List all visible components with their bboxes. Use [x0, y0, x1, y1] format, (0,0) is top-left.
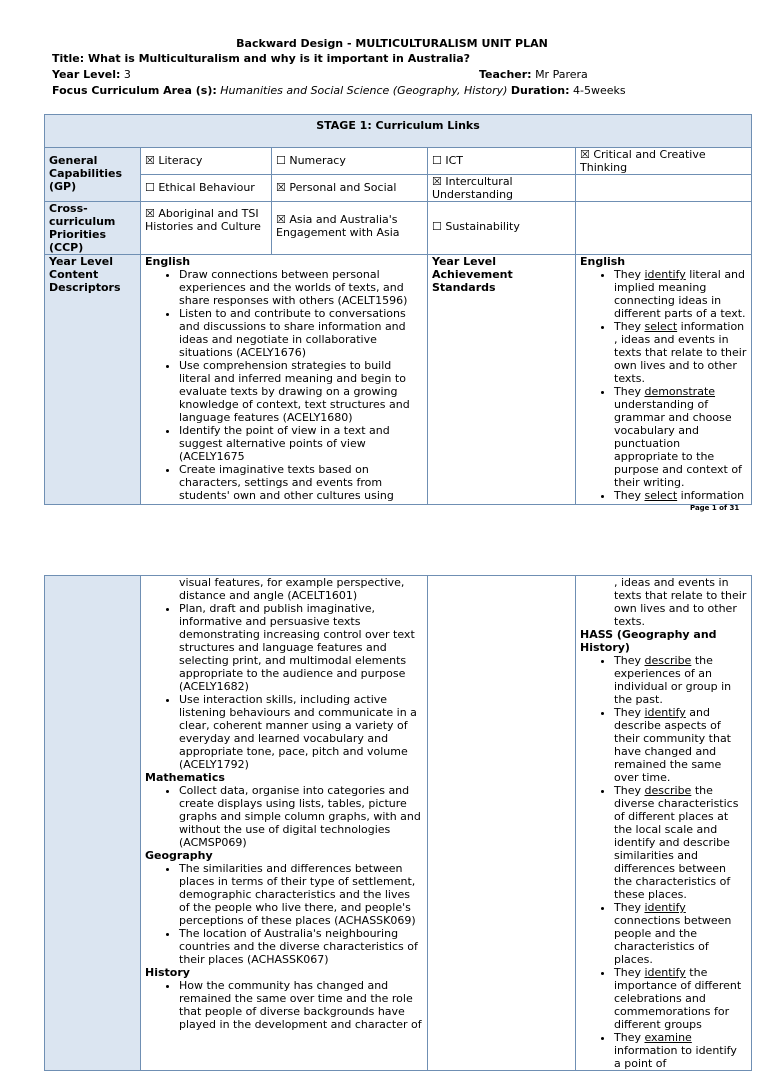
gp-ict[interactable]: ☐ ICT — [428, 148, 576, 175]
gp-intercultural[interactable]: ☒ Intercultural Understanding — [428, 175, 576, 202]
list-item: • They select information , ideas and events in texts that relate to their own lives and to other texts. — [614, 320, 747, 385]
geography-descriptor-list — [145, 862, 423, 966]
list-item: • Plan, draft and publish imaginative, informative and persuasive texts demonstrating increasing control over text structures and language features and selecting print, and multimodal elements appropriate to the audience and purpose (ACELY1682) — [179, 602, 423, 693]
list-item: • Draw connections between personal experiences and the worlds of texts, and share responses with others (ACELT1596) — [179, 268, 423, 307]
list-item: • They identify connections between people and the characteristics of places. — [614, 901, 747, 966]
gp-numeracy[interactable]: ☐ Numeracy — [272, 148, 428, 175]
list-item: • Create imaginative texts based on characters, settings and events from students' own and other cultures using — [179, 463, 423, 502]
list-item: • They describe the diverse characteristics of different places at the local scale and identify and describe similarities and differences between the characteristics of these places. — [614, 784, 747, 901]
focus-value: Humanities and Social Science (Geography, History) — [220, 84, 508, 97]
curriculum-table-continued — [44, 575, 752, 1071]
achievement-english-heading: English — [580, 255, 626, 268]
continued-descriptor: visual features, for example perspective, distance and angle (ACELT1601) — [179, 576, 405, 602]
year-level-label: Year Level: — [52, 68, 121, 81]
gp-literacy[interactable]: ☒ Literacy — [141, 148, 272, 175]
curriculum-table — [44, 114, 752, 505]
ccp-empty-cell — [576, 202, 752, 255]
content-descriptors-continued — [141, 576, 428, 1071]
list-item: • The similarities and differences between places in terms of their type of settlement, demographic characteristics and the lives of the people who live there, and people's perceptions of these places (ACHASSK069) — [179, 862, 423, 927]
gp-empty-cell — [576, 175, 752, 202]
list-item: • They examine information to identify a point of — [614, 1031, 747, 1070]
list-item: • They demonstrate understanding of grammar and choose vocabulary and punctuation appropriate to the purpose and context of their writing. — [614, 385, 747, 489]
list-item: • They identify literal and implied meaning connecting ideas in different parts of a text. — [614, 268, 747, 320]
year-level-value: 3 — [123, 68, 131, 81]
list-item: • The location of Australia's neighbouring countries and the diverse characteristics of their places (ACHASSK067) — [179, 927, 423, 966]
english-heading: English — [145, 255, 191, 268]
list-item: • Identify the point of view in a text and suggest alternative points of view (ACELY1675 — [179, 424, 423, 463]
teacher-label: Teacher: — [479, 68, 532, 81]
hass-heading: HASS (Geography and History) — [580, 628, 717, 654]
achievement-standards-label: Year Level Achievement Standards — [428, 255, 576, 505]
focus-row — [52, 83, 732, 99]
list-item: • Use comprehension strategies to build literal and inferred meaning and begin to evaluate texts by drawing on a growing knowledge of context, text structures and language features (ACELY1680) — [179, 359, 423, 424]
content-descriptors-label: Year Level Content Descriptors — [45, 255, 141, 505]
gp-label: General Capabilities (GP) — [45, 148, 141, 202]
teacher-value: Mr Parera — [535, 68, 588, 81]
document-title: Backward Design - MULTICULTURALISM UNIT PLAN — [236, 37, 548, 50]
achievement-english-list — [580, 268, 747, 502]
duration-label: Duration: — [510, 84, 570, 97]
stage-title: STAGE 1: Curriculum Links — [45, 115, 752, 148]
unit-title: Title: What is Multiculturalism and why is it important in Australia? — [52, 52, 471, 65]
focus-label: Focus Curriculum Area (s): — [52, 84, 217, 97]
hass-achievement-list — [580, 654, 747, 1070]
history-heading: History — [145, 966, 190, 979]
achievement-label-continued — [428, 576, 576, 1071]
list-item: • Use interaction skills, including active listening behaviours and communicate in a clear, coherent manner using a variety of everyday and learned vocabulary and appropriate tone, pace, pitch and volume (ACELY1792) — [179, 693, 423, 771]
page-number: Page 1 of 31 — [690, 504, 740, 512]
geography-heading: Geography — [145, 849, 213, 862]
list-item: • How the community has changed and remained the same over time and the role that people of diverse backgrounds have played in the development and character of — [179, 979, 423, 1031]
math-heading: Mathematics — [145, 771, 225, 784]
achievement-standards-cell — [576, 255, 752, 505]
ccp-aboriginal[interactable]: ☒ Aboriginal and TSI Histories and Culture — [141, 202, 272, 255]
list-item: • They identify the importance of different celebrations and commemorations for different groups — [614, 966, 747, 1031]
english-descriptor-list-2 — [145, 602, 423, 771]
teacher-field — [479, 67, 588, 83]
math-descriptor-list — [145, 784, 423, 849]
list-item: • Collect data, organise into categories and create displays using lists, tables, picture graphs and simple column graphs, with and without the use of digital technologies (ACMSP069) — [179, 784, 423, 849]
history-descriptor-list — [145, 979, 423, 1031]
continued-achievement: , ideas and events in texts that relate to their own lives and to other texts. — [614, 576, 747, 628]
ccp-label: Cross-curriculum Priorities (CCP) — [45, 202, 141, 255]
list-item: • They identify and describe aspects of their community that have changed and remained the same over time. — [614, 706, 747, 784]
achievement-standards-continued — [576, 576, 752, 1071]
ccp-asia[interactable]: ☒ Asia and Australia's Engagement with Asia — [272, 202, 428, 255]
ccp-sustainability[interactable]: ☐ Sustainability — [428, 202, 576, 255]
list-item: • They describe the experiences of an individual or group in the past. — [614, 654, 747, 706]
english-descriptor-list — [145, 268, 423, 502]
list-item: • They select information — [614, 489, 747, 502]
year-level-row — [52, 67, 732, 83]
continued-label-cell — [45, 576, 141, 1071]
list-item: • Listen to and contribute to conversations and discussions to share information and ideas and negotiate in collaborative situations (ACELY1676) — [179, 307, 423, 359]
content-descriptors-cell — [141, 255, 428, 505]
duration-value: 4-5weeks — [573, 84, 626, 97]
gp-critical-thinking[interactable]: ☒ Critical and Creative Thinking — [576, 148, 752, 175]
gp-ethical[interactable]: ☐ Ethical Behaviour — [141, 175, 272, 202]
gp-personal-social[interactable]: ☒ Personal and Social — [272, 175, 428, 202]
